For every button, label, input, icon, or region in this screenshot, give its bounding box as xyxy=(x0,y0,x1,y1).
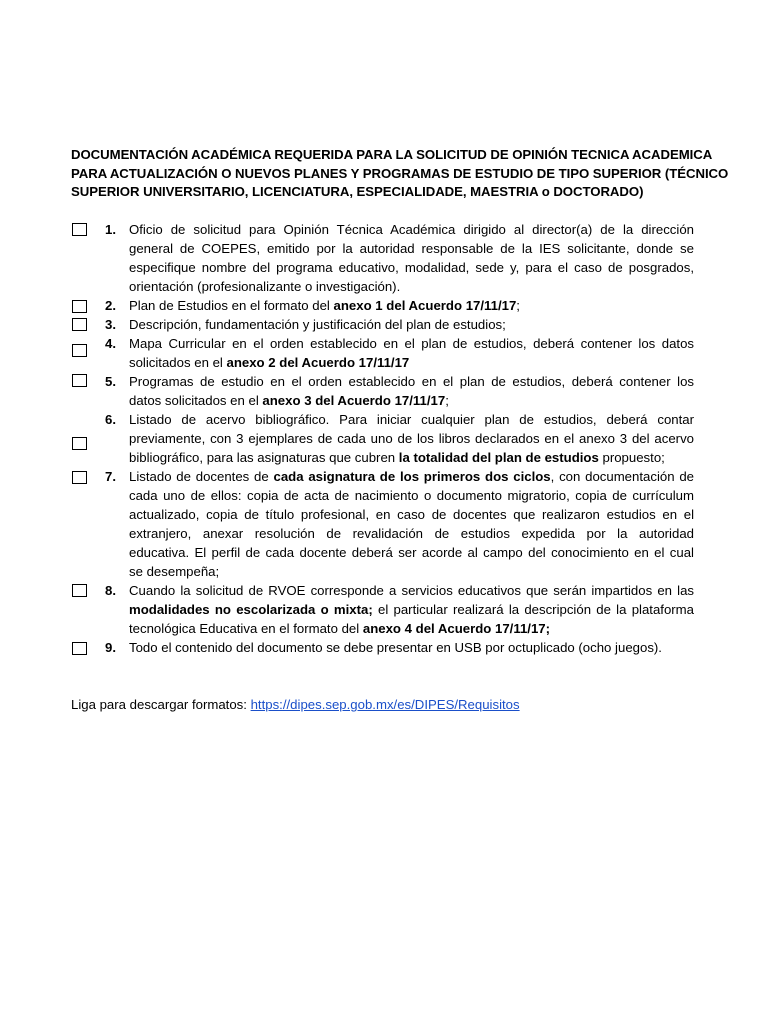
item-text-part: datos solicitados en el xyxy=(129,393,263,408)
item-line: especifique nombre del programa educativo, modalidad, sede y, para el caso de posgrados, xyxy=(129,260,694,275)
item-bold-part: la totalidad del plan de estudios xyxy=(398,450,599,465)
item-text xyxy=(129,581,694,638)
item-line: actualizado, copia de título profesional, en caso de docentes que realizaron estudios en el xyxy=(129,507,694,522)
checkbox-item-2[interactable] xyxy=(72,300,87,313)
item-number: 7. xyxy=(105,469,116,484)
item-line: Listado de acervo bibliográfico. Para iniciar cualquier plan de estudios, deberá contar xyxy=(129,412,694,427)
item-text-part: Plan de Estudios en el formato del xyxy=(129,298,334,313)
item-text-part: el particular realizará la descripción de la plataforma xyxy=(372,602,694,617)
title-line-3: SUPERIOR UNIVERSITARIO, LICENCIATURA, ESPECIALIDADE, MAESTRIA o DOCTORADO) xyxy=(71,184,644,199)
item-line: Oficio de solicitud para Opinión Técnica Académica dirigido al director(a) de la dirección xyxy=(129,222,694,237)
item-bold-part: cada asignatura de los primeros dos ciclos xyxy=(273,469,551,484)
item-number: 8. xyxy=(105,583,116,598)
item-text-part: bibliográfico, para las asignaturas que cubren xyxy=(129,450,399,465)
item-line: orientación (profesionalizante o investigación). xyxy=(129,279,401,294)
item-text xyxy=(129,467,694,581)
item-number: 1. xyxy=(105,222,116,237)
item-text xyxy=(129,296,694,315)
item-text-part: ; xyxy=(445,393,449,408)
item-line xyxy=(129,353,694,372)
checkbox-item-7[interactable] xyxy=(72,471,87,484)
item-text-part: solicitados en el xyxy=(129,355,227,370)
checkbox-item-5[interactable] xyxy=(72,374,87,387)
item-line: previamente, con 3 ejemplares de cada uno de los libros declarados en el anexo 3 del acervo xyxy=(129,431,694,446)
checkbox-item-8[interactable] xyxy=(72,584,87,597)
checkbox-item-6[interactable] xyxy=(72,437,87,450)
item-number: 6. xyxy=(105,412,116,427)
item-number: 4. xyxy=(105,336,116,351)
download-formats-line xyxy=(71,695,520,714)
item-line: Todo el contenido del documento se debe presentar en USB por octuplicado (ocho juegos). xyxy=(129,640,662,655)
item-text-part: ; xyxy=(516,298,520,313)
item-text xyxy=(129,334,694,372)
item-text-part: tecnológica Educativa en el formato del xyxy=(129,621,363,636)
item-line: Programas de estudio en el orden establecido en el plan de estudios, deberá contener los xyxy=(129,374,694,389)
item-line xyxy=(129,619,694,638)
checkbox-item-4[interactable] xyxy=(72,344,87,357)
item-bold-part: modalidades no escolarizada o mixta; xyxy=(129,602,373,617)
item-line: extranjero, anexar resolución de revalidación de estudios expedida por la autoridad xyxy=(129,526,694,541)
item-line: general de COEPES, emitido por la autoridad responsable de la IES solicitante, donde se xyxy=(129,241,694,256)
item-number: 2. xyxy=(105,298,116,313)
item-line xyxy=(129,448,694,467)
item-line: Cuando la solicitud de RVOE corresponde a servicios educativos que serán impartidos en las xyxy=(129,583,694,598)
item-text xyxy=(129,410,694,467)
checkbox-item-1[interactable] xyxy=(72,223,87,236)
item-bold-part: anexo 3 del Acuerdo 17/11/17 xyxy=(262,393,446,408)
document-title xyxy=(71,146,729,202)
item-text xyxy=(129,372,694,410)
item-line xyxy=(129,600,694,619)
item-line xyxy=(129,391,694,410)
item-text-part: Listado de docentes de xyxy=(129,469,274,484)
item-bold-part: anexo 1 del Acuerdo 17/11/17 xyxy=(333,298,517,313)
title-line-1: DOCUMENTACIÓN ACADÉMICA REQUERIDA PARA LA SOLICITUD DE OPINIÓN TECNICA ACADEMICA xyxy=(71,147,713,162)
requisitos-link[interactable]: https://dipes.sep.gob.mx/es/DIPES/Requisitos xyxy=(250,697,520,712)
item-line: se desempeña; xyxy=(129,564,220,579)
item-text xyxy=(129,315,694,334)
item-line: educativa. El perfil de cada docente deberá ser acorde al campo del conocimiento en el cual xyxy=(129,545,694,560)
item-number: 9. xyxy=(105,640,116,655)
item-text xyxy=(129,220,694,296)
item-line: Mapa Curricular en el orden establecido en el plan de estudios, deberá contener los datos xyxy=(129,336,694,351)
item-line: Descripción, fundamentación y justificación del plan de estudios; xyxy=(129,317,506,332)
item-line: cada uno de ellos: copia de acta de nacimiento o documento migratorio, copia de currículum xyxy=(129,488,694,503)
checkbox-item-9[interactable] xyxy=(72,642,87,655)
item-bold-part: anexo 2 del Acuerdo 17/11/17 xyxy=(226,355,410,370)
title-line-2: PARA ACTUALIZACIÓN O NUEVOS PLANES Y PROGRAMAS DE ESTUDIO DE TIPO SUPERIOR (TÉCNICO xyxy=(71,165,729,181)
item-text-part: propuesto; xyxy=(598,450,665,465)
item-line xyxy=(129,296,694,315)
checkbox-item-3[interactable] xyxy=(72,318,87,331)
item-number: 5. xyxy=(105,374,116,389)
download-label: Liga para descargar formatos: xyxy=(71,697,251,712)
item-line xyxy=(129,467,694,486)
item-bold-part: anexo 4 del Acuerdo 17/11/17; xyxy=(362,621,551,636)
item-text xyxy=(129,638,694,657)
item-number: 3. xyxy=(105,317,116,332)
item-text-part: , con documentación de xyxy=(550,469,694,484)
